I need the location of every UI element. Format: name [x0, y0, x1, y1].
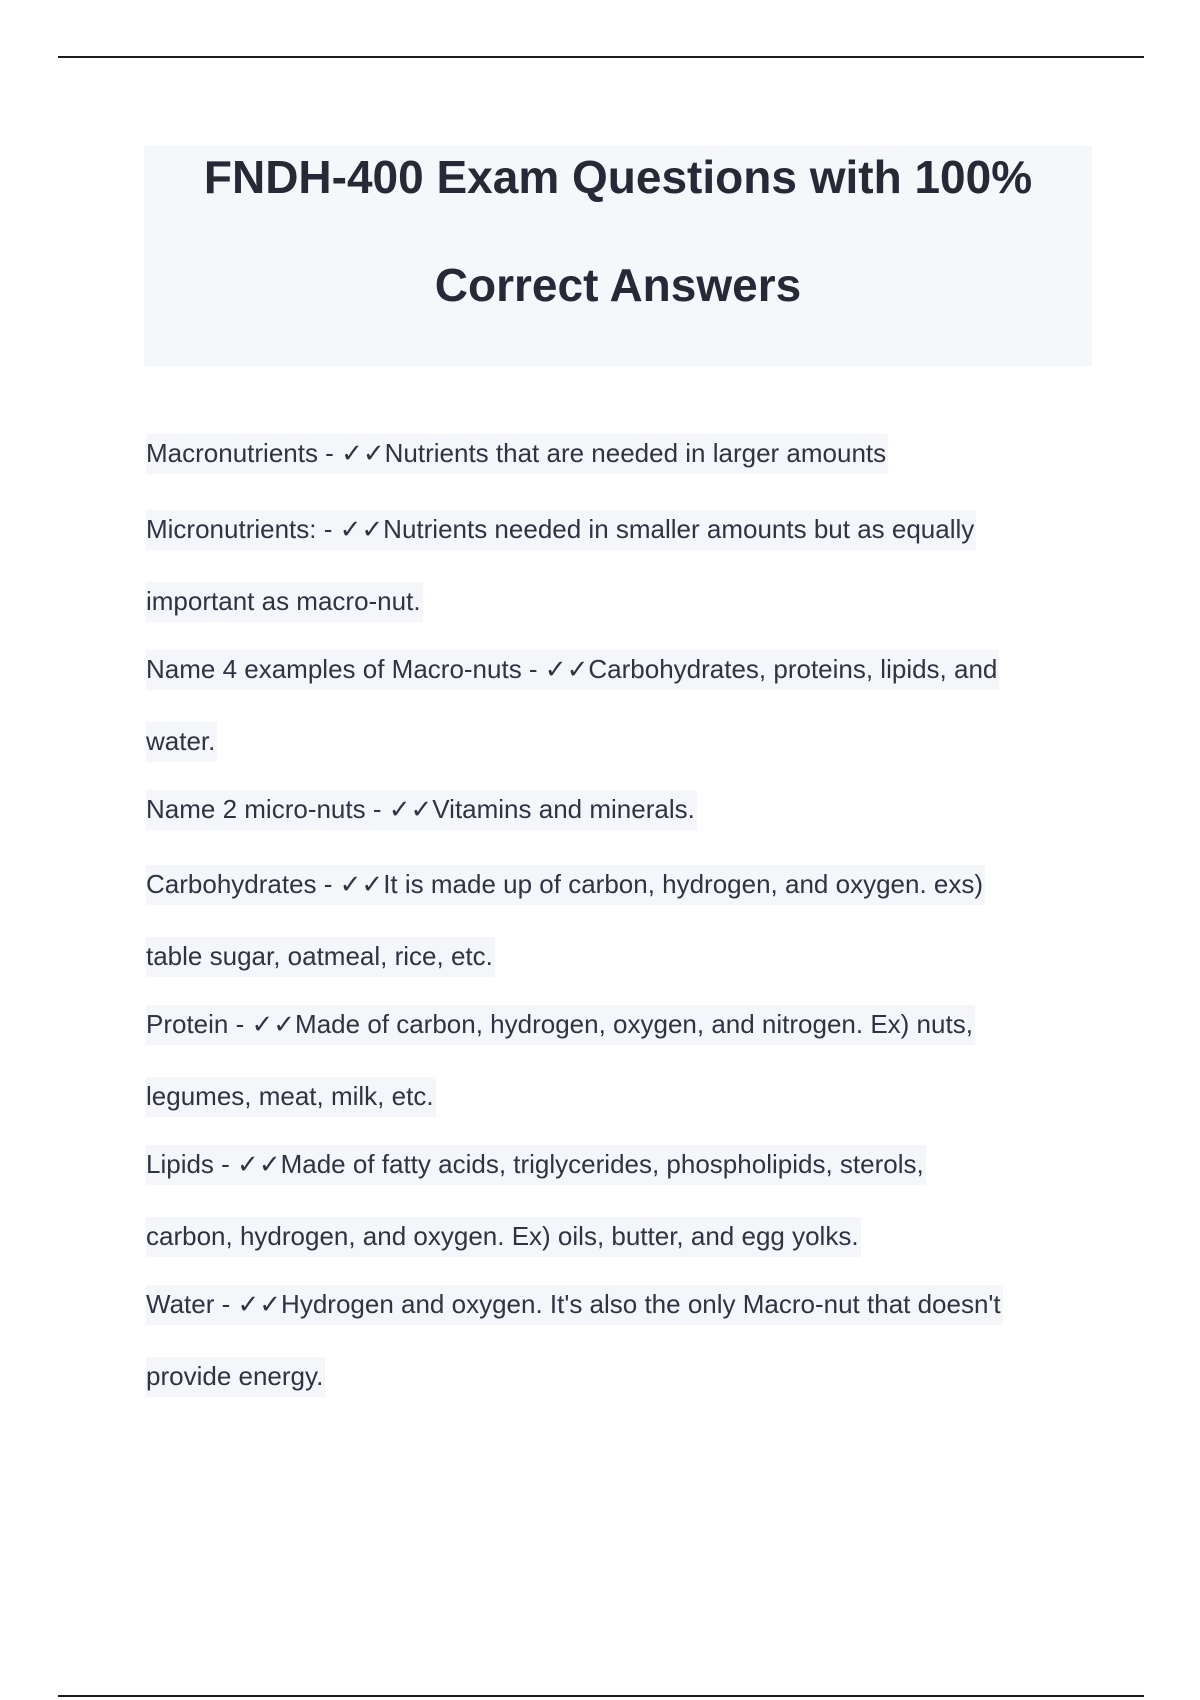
- qa-entry-macro-examples: [146, 656, 999, 682]
- qa-entry-water: [146, 1291, 1003, 1317]
- qa-entry-lipids: [146, 1151, 926, 1177]
- qa-text: table sugar, oatmeal, rice, etc.: [146, 937, 495, 977]
- qa-entry-protein-continued: [146, 1083, 436, 1109]
- qa-entry-micronutrients: [146, 516, 976, 542]
- qa-entry-carbohydrates: [146, 871, 985, 897]
- qa-text: Macronutrients - ✓✓Nutrients that are needed in larger amounts: [146, 434, 888, 474]
- qa-entry-macro-examples-continued: [146, 728, 217, 754]
- qa-text: water.: [146, 722, 217, 762]
- document-title-line-1: FNDH-400 Exam Questions with 100%: [203, 151, 1033, 203]
- qa-entry-carbohydrates-continued: [146, 943, 495, 969]
- qa-entry-protein: [146, 1011, 975, 1037]
- qa-text: Micronutrients: - ✓✓Nutrients needed in smaller amounts but as equally: [146, 510, 976, 550]
- document-title-line-2: Correct Answers: [434, 259, 802, 311]
- qa-text: carbon, hydrogen, and oxygen. Ex) oils, butter, and egg yolks.: [146, 1217, 861, 1257]
- qa-text: Protein - ✓✓Made of carbon, hydrogen, oxygen, and nitrogen. Ex) nuts,: [146, 1005, 975, 1045]
- qa-text: provide energy.: [146, 1357, 325, 1397]
- qa-text: Carbohydrates - ✓✓It is made up of carbon, hydrogen, and oxygen. exs): [146, 865, 985, 905]
- qa-entry-lipids-continued: [146, 1223, 861, 1249]
- qa-entry-water-continued: [146, 1363, 325, 1389]
- bottom-divider: [58, 1695, 1144, 1697]
- qa-text: Name 4 examples of Macro-nuts - ✓✓Carbohydrates, proteins, lipids, and: [146, 650, 999, 690]
- qa-text: legumes, meat, milk, etc.: [146, 1077, 436, 1117]
- qa-entry-micronutrients-continued: [146, 588, 423, 614]
- qa-text: Water - ✓✓Hydrogen and oxygen. It's also the only Macro-nut that doesn't: [146, 1285, 1003, 1325]
- qa-text: Lipids - ✓✓Made of fatty acids, triglycerides, phospholipids, sterols,: [146, 1145, 926, 1185]
- top-divider: [58, 56, 1144, 58]
- qa-entry-micro-examples: [146, 796, 697, 822]
- title-block: [144, 146, 1092, 366]
- qa-entry-macronutrients: [146, 440, 888, 466]
- qa-text: Name 2 micro-nuts - ✓✓Vitamins and minerals.: [146, 790, 697, 830]
- qa-text: important as macro-nut.: [146, 582, 423, 622]
